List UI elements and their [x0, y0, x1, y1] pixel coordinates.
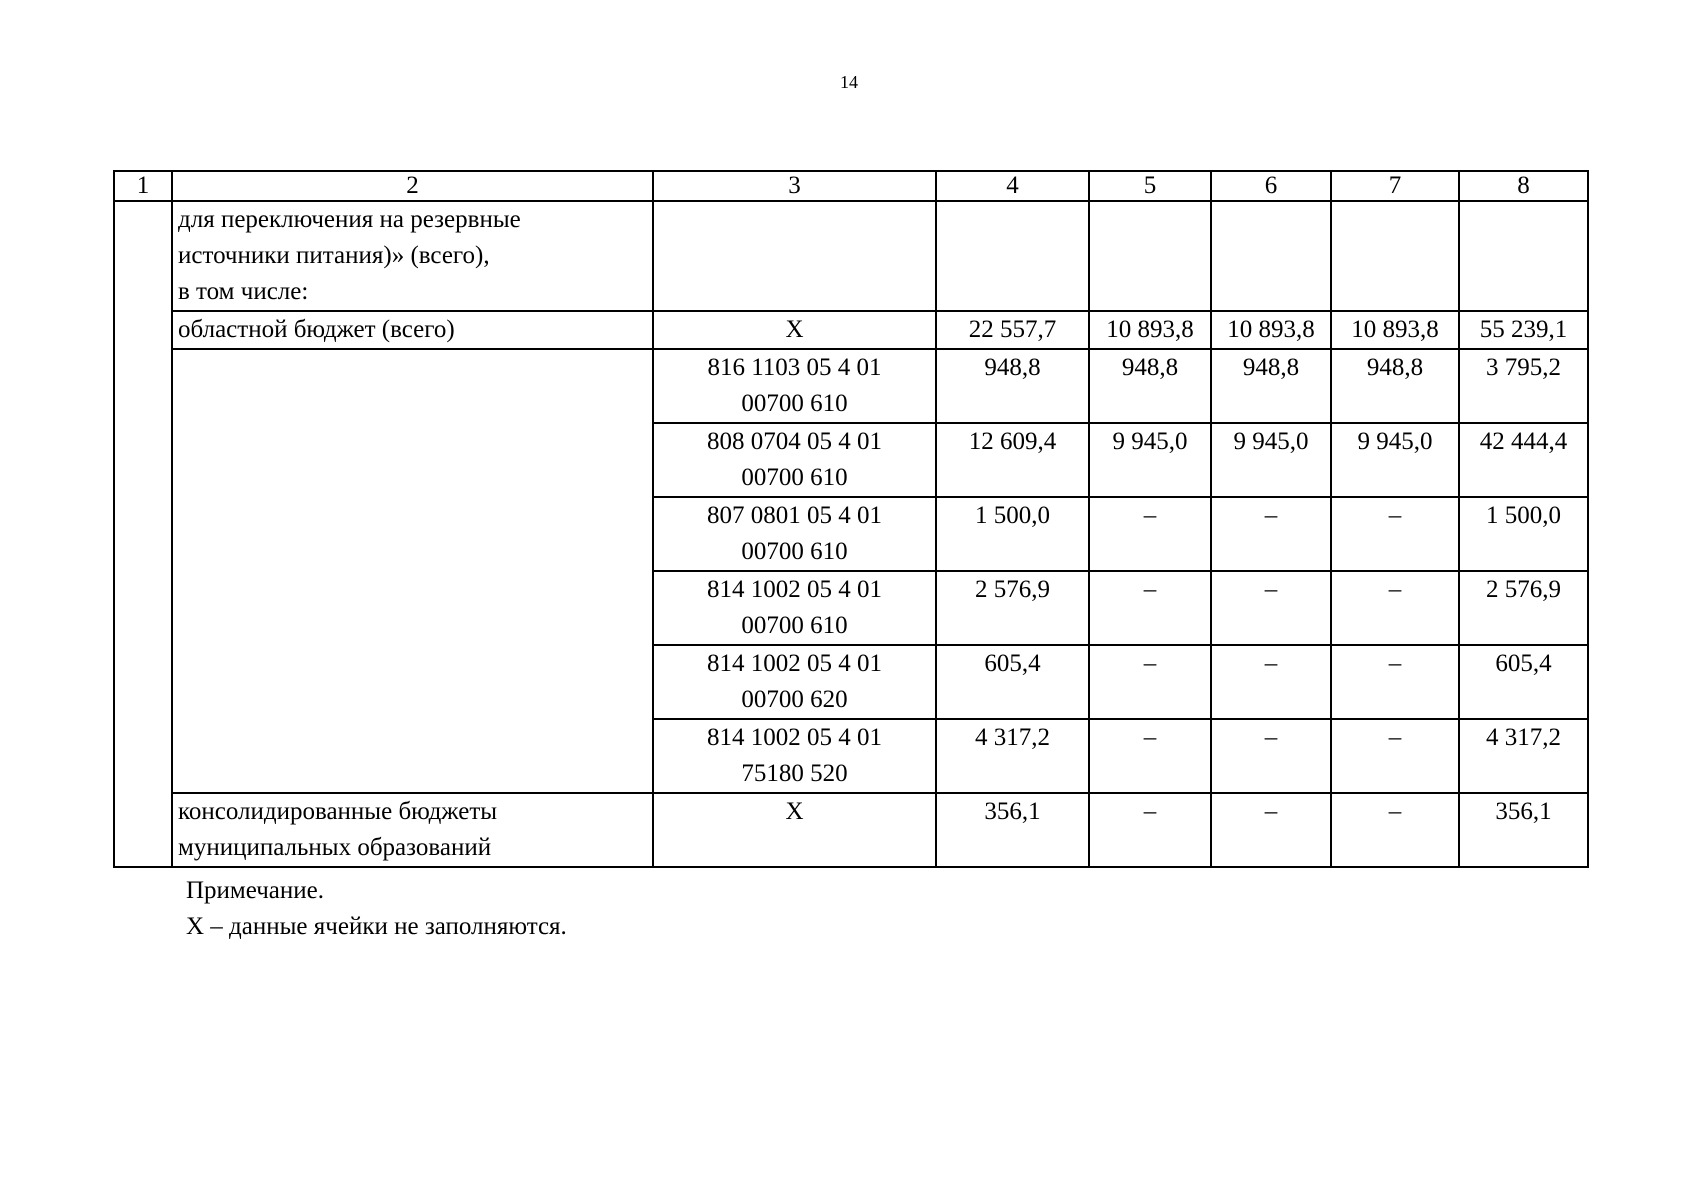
- column-header: 8: [1459, 171, 1588, 201]
- page-number: 14: [840, 72, 858, 92]
- value-cell: 605,4: [936, 645, 1089, 719]
- value-cell: 2 576,9: [1459, 571, 1588, 645]
- budget-code-line: 00700 610: [741, 464, 848, 491]
- column-header: 2: [172, 171, 653, 201]
- value-cell: 605,4: [1459, 645, 1588, 719]
- value-cell: 1 500,0: [936, 497, 1089, 571]
- footnote-text: X – данные ячейки не заполняются.: [186, 913, 567, 940]
- value-cell: 948,8: [1089, 349, 1211, 423]
- intro-text-cell: [172, 201, 653, 311]
- budget-code-line: 807 0801 05 4 01: [707, 502, 882, 529]
- budget-code-cell: [653, 423, 936, 497]
- empty-cell: [1211, 201, 1331, 311]
- municipal-label-line: муниципальных образований: [178, 834, 492, 861]
- municipal-label-line: консолидированные бюджеты: [178, 798, 498, 825]
- value-cell: 9 945,0: [1089, 423, 1211, 497]
- value-cell: 10 893,8: [1089, 311, 1211, 349]
- value-cell: –: [1089, 719, 1211, 793]
- value-cell: –: [1089, 645, 1211, 719]
- empty-cell: [1331, 201, 1459, 311]
- empty-cell: [936, 201, 1089, 311]
- table-row-municipal: [114, 793, 1588, 867]
- value-cell: 9 945,0: [1211, 423, 1331, 497]
- value-cell: 948,8: [1331, 349, 1459, 423]
- regional-budget-label: областной бюджет (всего): [172, 311, 653, 349]
- municipal-budget-label: [172, 793, 653, 867]
- budget-code-cell: [653, 645, 936, 719]
- value-cell: 948,8: [936, 349, 1089, 423]
- value-cell: 4 317,2: [1459, 719, 1588, 793]
- empty-cell: [1089, 201, 1211, 311]
- budget-code-cell: [653, 349, 936, 423]
- value-cell: 356,1: [936, 793, 1089, 867]
- budget-code-line: 816 1103 05 4 01: [707, 354, 882, 381]
- column-header: 3: [653, 171, 936, 201]
- budget-code-line: 814 1002 05 4 01: [707, 650, 882, 677]
- budget-table: [113, 170, 1589, 868]
- value-cell: –: [1089, 497, 1211, 571]
- value-cell: 12 609,4: [936, 423, 1089, 497]
- table-row-regional: [114, 311, 1588, 349]
- value-cell: –: [1211, 645, 1331, 719]
- value-cell: –: [1331, 793, 1459, 867]
- column-header: 7: [1331, 171, 1459, 201]
- value-cell: 356,1: [1459, 793, 1588, 867]
- budget-code-line: 00700 610: [741, 390, 848, 417]
- column-header: 6: [1211, 171, 1331, 201]
- municipal-budget-code: X: [653, 793, 936, 867]
- budget-code-line: 00700 610: [741, 612, 848, 639]
- value-cell: 1 500,0: [1459, 497, 1588, 571]
- row-number-cell: [114, 201, 172, 867]
- budget-code-line: 814 1002 05 4 01: [707, 724, 882, 751]
- value-cell: 22 557,7: [936, 311, 1089, 349]
- value-cell: 42 444,4: [1459, 423, 1588, 497]
- value-cell: 4 317,2: [936, 719, 1089, 793]
- value-cell: –: [1211, 793, 1331, 867]
- value-cell: 9 945,0: [1331, 423, 1459, 497]
- empty-cell: [653, 201, 936, 311]
- intro-text-line: источники питания)» (всего),: [178, 242, 490, 269]
- table-row-intro: [114, 201, 1588, 311]
- header-row: [114, 171, 1588, 201]
- value-cell: –: [1211, 719, 1331, 793]
- value-cell: –: [1211, 571, 1331, 645]
- intro-text-line: в том числе:: [178, 278, 309, 305]
- value-cell: 55 239,1: [1459, 311, 1588, 349]
- value-cell: –: [1211, 497, 1331, 571]
- value-cell: 3 795,2: [1459, 349, 1588, 423]
- value-cell: –: [1089, 571, 1211, 645]
- value-cell: 10 893,8: [1211, 311, 1331, 349]
- value-cell: –: [1331, 645, 1459, 719]
- empty-label-cell: [172, 349, 653, 793]
- value-cell: –: [1331, 571, 1459, 645]
- budget-code-line: 808 0704 05 4 01: [707, 428, 882, 455]
- column-header: 1: [114, 171, 172, 201]
- budget-code-cell: [653, 497, 936, 571]
- value-cell: –: [1331, 497, 1459, 571]
- value-cell: 948,8: [1211, 349, 1331, 423]
- column-header: 4: [936, 171, 1089, 201]
- budget-code-line: 814 1002 05 4 01: [707, 576, 882, 603]
- budget-code-line: 00700 620: [741, 686, 848, 713]
- budget-code-cell: [653, 719, 936, 793]
- value-cell: –: [1331, 719, 1459, 793]
- budget-code-line: 00700 610: [741, 538, 848, 565]
- empty-cell: [1459, 201, 1588, 311]
- budget-code-cell: [653, 571, 936, 645]
- budget-code-line: 75180 520: [741, 760, 848, 787]
- footnote: [186, 873, 567, 945]
- table-row: [114, 349, 1588, 423]
- column-header: 5: [1089, 171, 1211, 201]
- value-cell: 2 576,9: [936, 571, 1089, 645]
- value-cell: –: [1089, 793, 1211, 867]
- regional-budget-code: X: [653, 311, 936, 349]
- footnote-title: Примечание.: [186, 877, 325, 904]
- value-cell: 10 893,8: [1331, 311, 1459, 349]
- intro-text-line: для переключения на резервные: [178, 206, 521, 233]
